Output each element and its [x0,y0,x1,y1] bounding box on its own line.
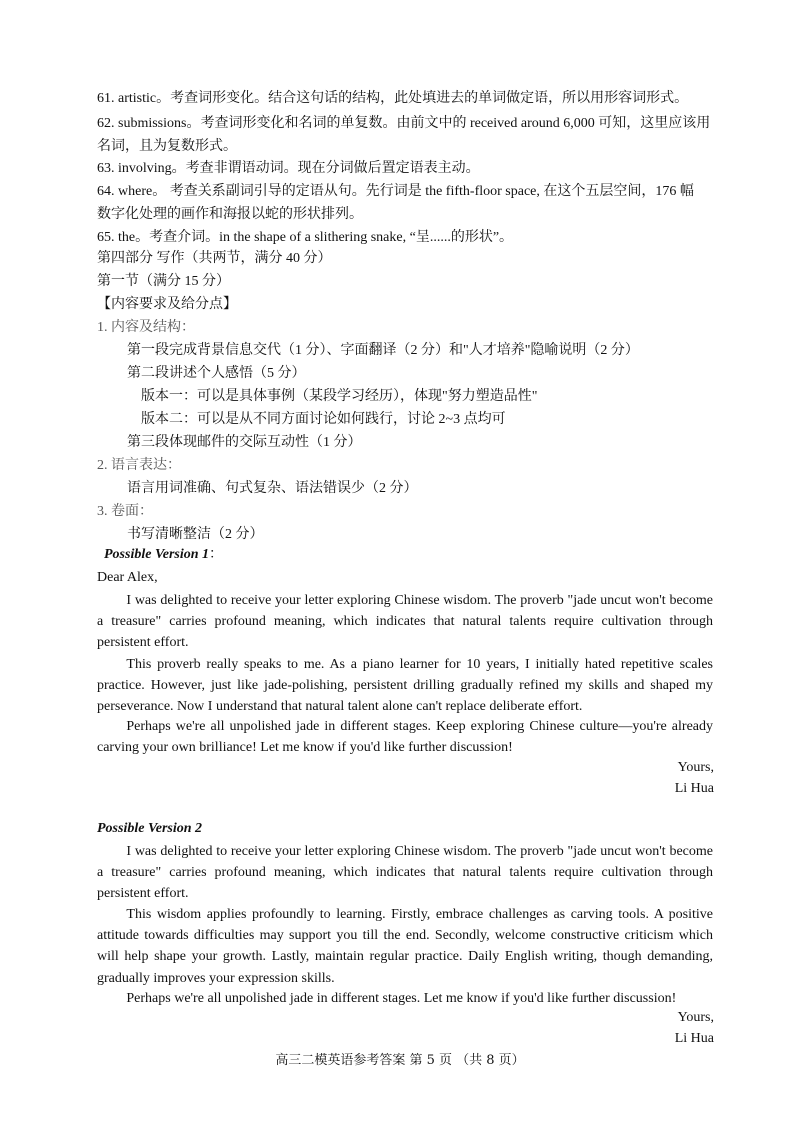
page-footer: 高三二模英语参考答案 第 5 页 （共 8 页） [275,1053,525,1068]
answer-62-continued: 名词，且为复数形式。 [97,139,237,154]
criteria-item-2-line: 语言用词准确、句式复杂、语法错误少（2 分） [127,481,418,496]
criteria-item-1-line: 版本二：可以是从不同方面讨论如何践行，讨论 2~3 点均可 [141,412,506,427]
letter-closing: Yours, [677,760,714,775]
version-1-heading [104,545,223,565]
version-2-paragraph: Perhaps we're all unpolished jade in different stages. Let me know if you'd like further discussion! [126,991,677,1006]
criteria-item-1-label: 1. 内容及结构： [97,320,195,335]
version-1-title-colon: ： [209,547,224,562]
criteria-item-1-line: 第二段讲述个人感悟（5 分） [127,366,306,381]
version-1-paragraph: This proverb really speaks to me. As a piano learner for 10 years, I initially hated repetitive scales practice. However, just like jade-polishing, persistent drilling gradually refined my skills and shaped my perseverance. Now I understand that natural talent alone can't replace deliberate effort. [97,657,713,715]
answer-65: 65. the。考查介词。in the shape of a slithering snake, “呈......的形状”。 [97,230,514,245]
answer-64-continued: 数字化处理的画作和海报以蛇的形状排列。 [97,207,363,222]
letter-signature: Li Hua [674,1031,714,1046]
answer-62: 62. submissions。考查词形变化和名词的单复数。由前文中的 received around 6,000 可知，这里应该用 [97,116,711,131]
criteria-item-1-line: 第一段完成背景信息交代（1 分）、字面翻译（2 分）和"人才培养"隐喻说明（2 分） [127,343,639,358]
answer-63: 63. involving。考查非谓语动词。现在分词做后置定语表主动。 [97,161,480,176]
criteria-item-3-line: 书写清晰整洁（2 分） [127,527,264,542]
version-1-paragraph: I was delighted to receive your letter exploring Chinese wisdom. The proverb "jade uncut won't become a treasure" carries profound meaning, which indicates that natural talents require cultivation through persistent effort. [97,593,713,651]
version-2-title: Possible Version 2 [97,821,203,836]
criteria-item-3-label: 3. 卷面： [97,504,153,519]
criteria-item-1-line: 版本一：可以是具体事例（某段学习经历），体现"努力塑造品性" [141,389,538,404]
letter-greeting: Dear Alex, [97,570,158,585]
criteria-item-1-line: 第三段体现邮件的交际互动性（1 分） [127,435,362,450]
letter-signature: Li Hua [674,781,714,796]
version-1-paragraph: Perhaps we're all unpolished jade in different stages. Keep exploring Chinese culture—you're already carving your own brilliance! Let me know if you'd like further discussion! [97,719,713,756]
version-1-title: Possible Version 1 [104,547,210,562]
answer-64: 64. where。 考查关系副词引导的定语从句。先行词是 the fifth-floor space, 在这个五层空间，176 幅 [97,184,694,199]
version-2-paragraph: This wisdom applies profoundly to learning. Firstly, embrace challenges as carving tools. A positive attitude towards difficulties may support you till the end. Secondly, welcome constructive criticism which will help shape your growth. Lastly, maintain regular practice. Daily English writing, though demanding, gradually improves your expression skills. [97,907,713,986]
part-title: 第四部分 写作（共两节，满分 40 分） [97,251,332,266]
section-title: 第一节（满分 15 分） [97,274,230,289]
criteria-heading: 【内容要求及给分点】 [97,297,237,312]
criteria-item-2-label: 2. 语言表达： [97,458,181,473]
version-2-paragraph: I was delighted to receive your letter exploring Chinese wisdom. The proverb "jade uncut won't become a treasure" carries profound meaning, which indicates that natural talents require cultivation through persistent effort. [97,844,713,902]
answer-61: 61. artistic。考查词形变化。结合这句话的结构，此处填进去的单词做定语，所以用形容词形式。 [97,91,689,106]
letter-closing: Yours, [677,1010,714,1025]
